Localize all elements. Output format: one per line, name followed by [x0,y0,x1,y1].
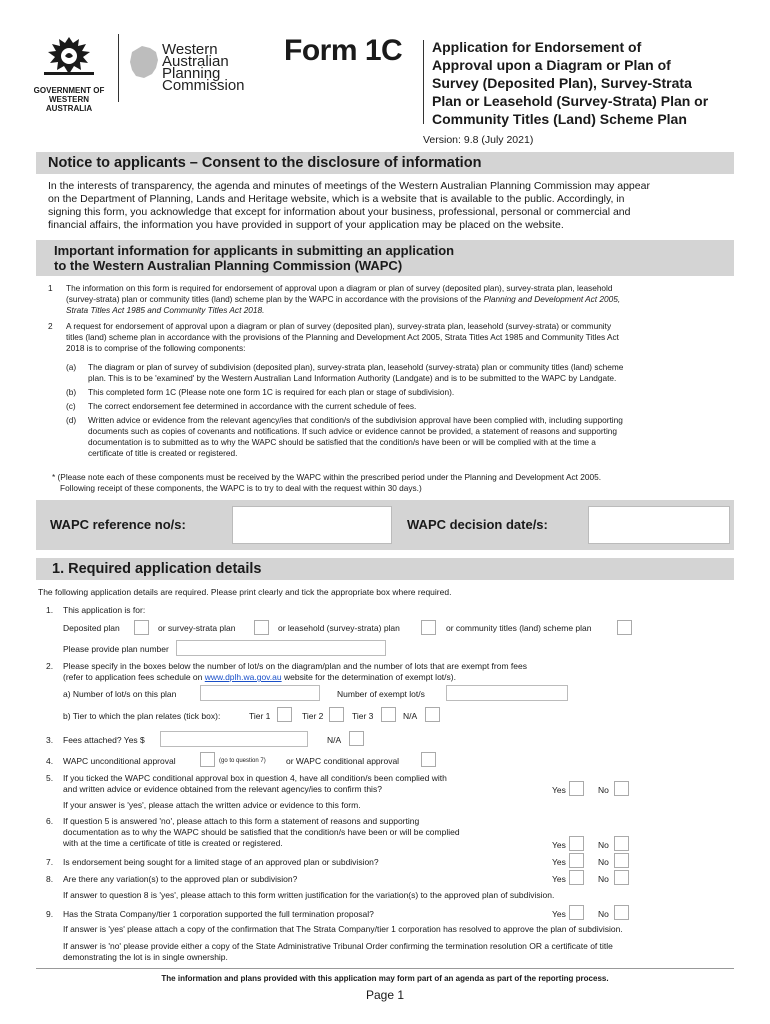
q6-no-label: No [598,840,609,850]
q7-yes-checkbox[interactable] [569,853,584,868]
q4-conditional-label: or WAPC conditional approval [286,756,400,766]
q4-text: WAPC unconditional approval [63,756,176,766]
q2-line1: Please specify in the boxes below the number of lot/s on the diagram/plan and the number of lots that are exempt from fees [63,661,527,671]
title-divider [423,40,424,124]
sub-items [66,362,736,459]
q1-leasehold-label: or leasehold (survey-strata) plan [278,623,400,633]
header-divider [118,34,119,102]
wapc-map-icon [128,44,160,82]
q5-no-label: No [598,785,609,795]
q2-text [63,661,663,683]
item2-line: titles (land) scheme plan in accordance with the provisions of the Planning and Development Act 2005, Strata Titles Act 1985 and Community Titles Act [66,332,619,342]
wapc-line1: Western [162,41,218,58]
tier2-label: Tier 2 [302,711,324,721]
q7-no-label: No [598,857,609,867]
tier-na-checkbox[interactable] [425,707,440,722]
subtitle-line-4: Plan or Leasehold (Survey-Strata) Plan or [432,93,709,109]
q9-no-label: No [598,909,609,919]
q2a-exempt-input[interactable] [446,685,568,701]
item1-line: Strata Titles Act 1985 and Community Titles Act 2018. [66,305,265,315]
q3-text: Fees attached? Yes $ [63,735,145,745]
q6-yes-label: Yes [552,840,566,850]
q2a-lots-input[interactable] [200,685,320,701]
q3-na-checkbox[interactable] [349,731,364,746]
wapc-line2: Australian [162,53,229,70]
important-heading: Important information for applicants in submitting an application to the Western Australian Planning Commission (WAPC) [36,240,734,276]
q6-number: 6. [46,816,54,826]
notice-line: signing this form, you acknowledge that except for information about your business, professional, personal or commercial and [48,206,631,218]
subtitle-line-5: Community Titles (Land) Scheme Plan [432,111,687,127]
q1-text: This application is for: [63,605,146,615]
footer-note: The information and plans provided with this application may form part of an agenda as part of the reporting process. [161,974,609,983]
item-number: 1 [48,283,53,293]
notice-line: on the Department of Planning, Lands and Heritage website, which is a website that is available to the public. Accordingly, in [48,193,625,205]
gov-line1: GOVERNMENT OF [33,86,105,95]
q6-yes-checkbox[interactable] [569,836,584,851]
tier3-checkbox[interactable] [381,707,396,722]
q9-number: 9. [46,909,54,919]
tier-na-label: N/A [403,711,418,721]
notice-line: financial affairs, the information you have provided in support of your application may be placed on the website. [48,219,564,231]
q9-yes-label: Yes [552,909,566,919]
item2-line: A request for endorsement of approval upon a diagram or plan of survey (deposited plan), survey-strata plan, leasehold (survey-strata) or community [66,321,612,331]
section1-heading: 1. Required application details [36,558,734,580]
q9-note-no: If answer is 'no' please provide either a copy of the State Administrative Tribunal Order confirming the termination resolution OR a certificate of title demonstrating the lot is in single ownership. [63,941,613,962]
q9-yes-checkbox[interactable] [569,905,584,920]
sub-item-c: (c) The correct endorsement fee determined in accordance with the current schedule of fees. [66,401,417,411]
wapc-line4: Commission [162,77,245,94]
q1-deposited-label: Deposited plan [63,623,120,633]
q9-no-checkbox[interactable] [614,905,629,920]
q7-yes-label: Yes [552,857,566,867]
q1-leasehold-checkbox[interactable] [421,620,436,635]
sub-item-b: (b) This completed form 1C (Please note one form 1C is required for each plan or stage of subdivision). [66,387,455,397]
section1-intro: The following application details are required. Please print clearly and tick the appropriate box where required. [38,587,452,597]
q1-number: 1. [46,605,54,615]
q1-survey-strata-checkbox[interactable] [254,620,269,635]
q2-line2: (refer to application fees schedule on www.dplh.wa.gov.au website for the determination of exempt lot/s). [63,672,456,682]
q8-number: 8. [46,874,54,884]
q3-number: 3. [46,735,54,745]
q8-note: If answer to question 8 is 'yes', please attach to this form written justification for the variation(s) to the approved plan of subdivision. [63,890,555,900]
subtitle-line-1: Application for Endorsement of [432,39,642,55]
q1-survey-strata-label: or survey-strata plan [158,623,236,633]
page-number: Page 1 [365,988,405,1002]
q1-deposited-checkbox[interactable] [134,620,149,635]
notice-heading: Notice to applicants – Consent to the disclosure of information [36,152,734,174]
footer-divider [36,968,734,969]
q5-number: 5. [46,773,54,783]
q5-yes-checkbox[interactable] [569,781,584,796]
q1-community-label: or community titles (land) scheme plan [446,623,592,633]
wapc-reference-input[interactable] [232,506,392,544]
tier1-checkbox[interactable] [277,707,292,722]
important-note: * (Please note each of these components must be received by the WAPC within the prescribed period under the Planning and Development Act 2005. Following receipt of these components, the WAPC is to try to deal with the request within 30 days.) [52,472,601,493]
q2a-label: a) Number of lot/s on this plan [63,689,177,699]
q9-text: Has the Strata Company/tier 1 corporation supported the full termination proposal? [63,909,374,919]
item1-line: The information on this form is required for endorsement of approval upon a diagram or plan of survey (deposited plan), survey-strata plan, leasehold [66,283,613,293]
q9-note-yes: If answer is 'yes' please attach a copy of the confirmation that The Strata Company/tier 1 corporation has resolved to approve the plan of subdivision. [63,924,623,934]
version: Version: 9.8 (July 2021) [423,134,534,146]
q5-yes-label: Yes [552,785,566,795]
sub-item-d: (d) Written advice or evidence from the relevant agency/ies that condition/s of the subdivision approval have been complied with, including supporting documents such as copies of covenants and notifications. If such advice or evidence cannot be provided, a statement of reasons and supporting documentation is to submitted as to why the WAPC should be satisfied that the condition/s have been or will be complied with at the time a certificate of title is created or registered. [66,415,623,458]
important-item-2 [48,321,738,354]
gov-line2: WESTERN AUSTRALIA [45,95,93,113]
item2-line: 2018 is to comprise of the following components: [66,343,246,353]
dplh-website-link[interactable]: www.dplh.wa.gov.au [204,672,282,682]
q5-note: If your answer is 'yes', please attach the written advice or evidence to this form. [63,800,361,810]
q5-text: If you ticked the WAPC conditional approval box in question 4, have all condition/s been complied with and written advice or evidence obtained from the relevant agency/ies to confirm this? [63,773,447,794]
q6-text: If question 5 is answered 'no', please attach to this form a statement of reasons and supporting documentation as to why the WAPC should be satisfied that the condition/s have been or will be complied with at the time a certificate of title is created or registered. [63,816,460,848]
q4-number: 4. [46,756,54,766]
tier1-label: Tier 1 [249,711,271,721]
q8-yes-label: Yes [552,874,566,884]
item1-line: (survey-strata) plan or community titles (land) scheme plan by the WAPC in accordance with the provisions of the Planning and Development Act 2005, [66,294,621,304]
wapc-decision-date-input[interactable] [588,506,730,544]
q1-plan-number-label: Please provide plan number [63,644,169,654]
important-item-1 [48,283,738,316]
q1-community-checkbox[interactable] [617,620,632,635]
crest-icon [38,34,100,84]
sub-item-a: (a) The diagram or plan of survey of subdivision (deposited plan), survey-strata plan, leasehold (survey-strata) plan or community titles (land) scheme plan. This is to be 'examined' by the Western Australian Land Information Authority (Landgate) and is to be submitted to the WAPC by Landgate. [66,362,624,383]
q8-no-checkbox[interactable] [614,870,629,885]
q7-number: 7. [46,857,54,867]
subtitle-line-3: Survey (Deposited Plan), Survey-Strata [432,75,692,91]
q7-text: Is endorsement being sought for a limited stage of an approved plan or subdivision? [63,857,379,867]
wapc-decision-date-label: WAPC decision date/s: [407,517,548,532]
q6-no-checkbox[interactable] [614,836,629,851]
tier2-checkbox[interactable] [329,707,344,722]
q4-conditional-checkbox[interactable] [421,752,436,767]
wapc-line3: Planning [162,65,221,82]
q4-unconditional-checkbox[interactable] [200,752,215,767]
q7-no-checkbox[interactable] [614,853,629,868]
q1-plan-number-input[interactable] [176,640,386,656]
q2b-label: b) Tier to which the plan relates (tick box): [63,711,221,721]
q4-goto-note: (go to question 7) [219,758,266,764]
notice-line: In the interests of transparency, the agenda and minutes of meetings of the Western Australian Planning Commission may appear [48,180,650,192]
q5-no-checkbox[interactable] [614,781,629,796]
q2-number: 2. [46,661,54,671]
q8-no-label: No [598,874,609,884]
q2a-exempt-label: Number of exempt lot/s [337,689,425,699]
item-number: 2 [48,321,53,331]
q3-na-label: N/A [327,735,342,745]
q8-text: Are there any variation(s) to the approved plan or subdivision? [63,874,298,884]
notice-body [48,180,738,232]
q3-fee-amount-input[interactable] [160,731,308,747]
wa-government-crest [38,34,100,84]
tier3-label: Tier 3 [352,711,374,721]
form-title: Form 1C [284,34,403,67]
wapc-reference-label: WAPC reference no/s: [50,517,186,532]
subtitle-line-2: Approval upon a Diagram or Plan of [432,57,671,73]
planning-act: Planning and Development Act 2005, [483,294,621,304]
q8-yes-checkbox[interactable] [569,870,584,885]
